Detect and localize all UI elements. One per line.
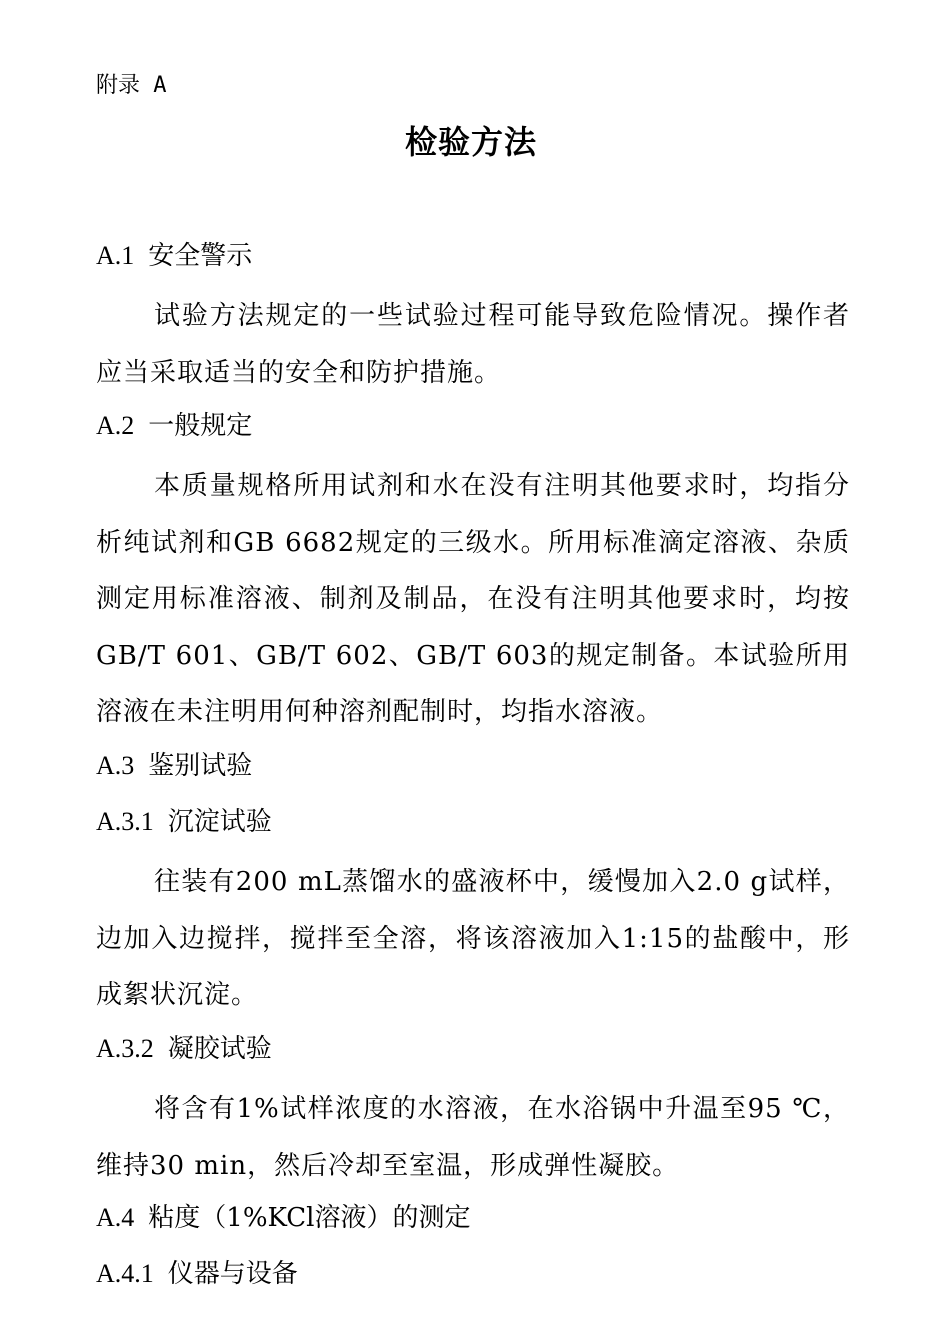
section-heading-a4 bbox=[96, 1200, 470, 1236]
section-number: A.4 bbox=[96, 1203, 135, 1232]
section-number: A.3.2 bbox=[96, 1034, 154, 1063]
paragraph-general-provisions: 本质量规格所用试剂和水在没有注明其他要求时，均指分析纯试剂和GB 6682规定的三级水。所用标准滴定溶液、杂质测定用标准溶液、制剂及制品，在没有注明其他要求时，均按GB/T 601、GB/T 602、GB/T 603的规定制备。本试验所用溶液在未注明用何种溶剂配制时，均指水溶液。 bbox=[96, 471, 850, 727]
paragraph-gel-test: 将含有1%试样浓度的水溶液，在水浴锅中升温至95 ℃，维持30 min，然后冷却至室温，形成弹性凝胶。 bbox=[96, 1094, 850, 1181]
section-heading-a32 bbox=[96, 1031, 272, 1067]
section-number: A.4.1 bbox=[96, 1259, 154, 1288]
paragraph-safety-warning: 试验方法规定的一些试验过程可能导致危险情况。操作者应当采取适当的安全和防护措施。 bbox=[96, 301, 850, 388]
section-heading-a3 bbox=[96, 748, 252, 784]
section-number: A.3 bbox=[96, 751, 135, 780]
section-title: 仪器与设备 bbox=[167, 1259, 298, 1289]
appendix-label: 附录 A bbox=[96, 73, 167, 98]
paragraph-precipitation-test: 往装有200 mL蒸馏水的盛液杯中，缓慢加入2.0 g试样，边加入边搅拌，搅拌至全溶，将该溶液加入1:15的盐酸中，形成絮状沉淀。 bbox=[96, 867, 850, 1010]
section-number: A.1 bbox=[96, 241, 135, 270]
section-heading-a1 bbox=[96, 238, 252, 274]
section-heading-a41 bbox=[96, 1256, 298, 1292]
section-title: 凝胶试验 bbox=[167, 1034, 272, 1064]
section-title: 一般规定 bbox=[148, 411, 253, 441]
section-number: A.2 bbox=[96, 411, 135, 440]
section-title: 沉淀试验 bbox=[167, 807, 272, 837]
section-title: 粘度（1%KCl溶液）的测定 bbox=[148, 1203, 471, 1233]
section-heading-a2 bbox=[96, 408, 252, 444]
section-heading-a31 bbox=[96, 804, 272, 840]
section-number: A.3.1 bbox=[96, 807, 154, 836]
section-title: 安全警示 bbox=[148, 241, 253, 271]
page-title: 检验方法 bbox=[404, 123, 537, 161]
section-title: 鉴别试验 bbox=[148, 751, 253, 781]
